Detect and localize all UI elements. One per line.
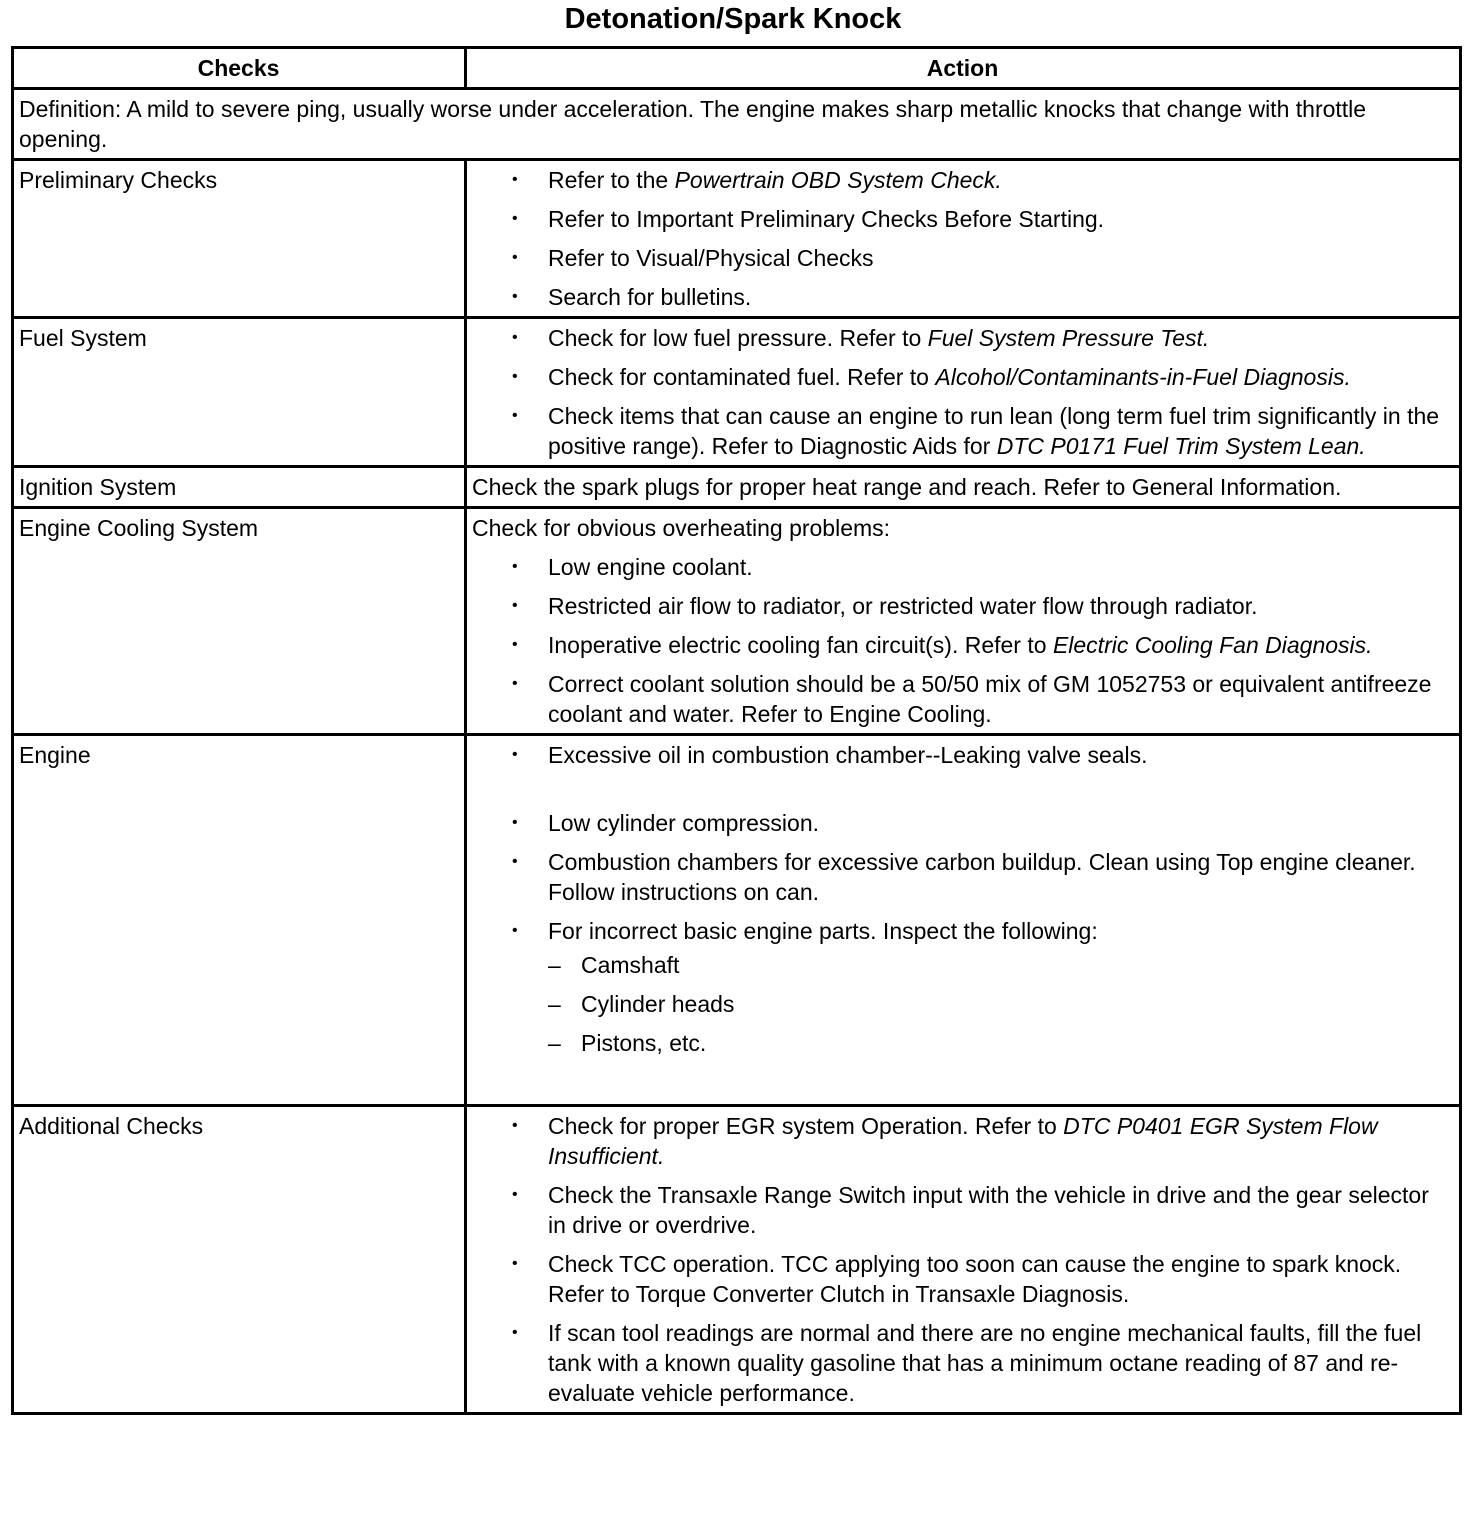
row-action-preliminary <box>466 160 1461 318</box>
list-item: • Check TCC operation. TCC applying too soon can cause the engine to spark knock. Refer to Torque Converter Clutch in Transaxle Diagnosis. <box>539 1249 1453 1309</box>
row-action-engine <box>466 735 1461 1106</box>
list-item <box>539 916 1453 1058</box>
list-item: • Low cylinder compression. <box>539 808 1453 838</box>
table-row <box>13 1106 1461 1414</box>
item-reference: Alcohol/Contaminants-in-Fuel Diagnosis. <box>935 364 1351 390</box>
item-text: Inoperative electric cooling fan circuit(s). Refer to <box>548 632 1053 658</box>
list-item <box>539 165 1453 195</box>
page-title: Detonation/Spark Knock <box>564 3 902 35</box>
row-action-fuel <box>466 318 1461 467</box>
row-label-additional: Additional Checks <box>13 1106 466 1414</box>
row-label-preliminary: Preliminary Checks <box>13 160 466 318</box>
row-label-engine: Engine <box>13 735 466 1106</box>
definition-row <box>13 89 1461 160</box>
item-text: Check for proper EGR system Operation. Refer to <box>548 1113 1064 1139</box>
table-row <box>13 467 1461 508</box>
list-item <box>539 630 1453 660</box>
row-action-additional <box>466 1106 1461 1414</box>
item-reference: Electric Cooling Fan Diagnosis. <box>1052 632 1373 658</box>
diagnostic-table <box>11 46 1462 1415</box>
list-item: • Restricted air flow to radiator, or restricted water flow through radiator. <box>539 591 1453 621</box>
table-row <box>13 508 1461 735</box>
table-row <box>13 318 1461 467</box>
list-item: • Check the Transaxle Range Switch input with the vehicle in drive and the gear selector in drive or overdrive. <box>539 1180 1453 1240</box>
row-action-ignition: Check the spark plugs for proper heat range and reach. Refer to General Information. <box>466 467 1461 508</box>
item-text: Check for low fuel pressure. Refer to <box>548 325 928 351</box>
row-label-ignition: Ignition System <box>13 467 466 508</box>
list-item: • If scan tool readings are normal and there are no engine mechanical faults, fill the fuel tank with a known quality gasoline that has a minimum octane reading of 87 and re-evaluate vehicle performance. <box>539 1318 1453 1408</box>
header-row <box>13 48 1461 89</box>
list-item: • Excessive oil in combustion chamber--Leaking valve seals. <box>539 740 1453 770</box>
definition-text: Definition: A mild to severe ping, usually worse under acceleration. The engine makes sharp metallic knocks that change with throttle opening. <box>13 89 1461 160</box>
list-item: • Refer to Visual/Physical Checks <box>539 243 1453 273</box>
table-row <box>13 160 1461 318</box>
sub-list-item: – Camshaft <box>581 950 1453 980</box>
list-item: • Combustion chambers for excessive carbon buildup. Clean using Top engine cleaner. Follow instructions on can. <box>539 847 1453 907</box>
item-reference: Fuel System Pressure Test. <box>927 325 1210 351</box>
list-item <box>539 362 1453 392</box>
item-text: Check for contaminated fuel. Refer to <box>548 364 936 390</box>
sub-list-item: – Pistons, etc. <box>581 1028 1453 1058</box>
list-item <box>539 401 1453 461</box>
list-item <box>539 1111 1453 1171</box>
item-text: For incorrect basic engine parts. Inspect the following: <box>548 918 1098 944</box>
sub-list-item: – Cylinder heads <box>581 989 1453 1019</box>
list-item: • Refer to Important Preliminary Checks Before Starting. <box>539 204 1453 234</box>
row-label-cooling: Engine Cooling System <box>13 508 466 735</box>
item-reference: Powertrain OBD System Check. <box>674 167 1002 193</box>
item-reference: DTC P0401 EGR System Flow Insufficient. <box>548 1113 1378 1169</box>
checks-header: Checks <box>13 48 466 89</box>
item-text: Refer to the <box>548 167 675 193</box>
row-action-cooling <box>466 508 1461 735</box>
list-item: • Correct coolant solution should be a 50/50 mix of GM 1052753 or equivalent antifreeze coolant and water. Refer to Engine Cooling. <box>539 669 1453 729</box>
item-text: Check items that can cause an engine to run lean (long term fuel trim significantly in the positive range). Refer to Diagnostic Aids for <box>548 403 1440 459</box>
item-reference: DTC P0171 Fuel Trim System Lean. <box>996 433 1366 459</box>
table-row <box>13 735 1461 1106</box>
row-label-fuel: Fuel System <box>13 318 466 467</box>
list-item: • Search for bulletins. <box>539 282 1453 312</box>
action-header: Action <box>466 48 1461 89</box>
list-item <box>539 323 1453 353</box>
cooling-intro: Check for obvious overheating problems: <box>472 515 891 541</box>
list-item: • Low engine coolant. <box>539 552 1453 582</box>
